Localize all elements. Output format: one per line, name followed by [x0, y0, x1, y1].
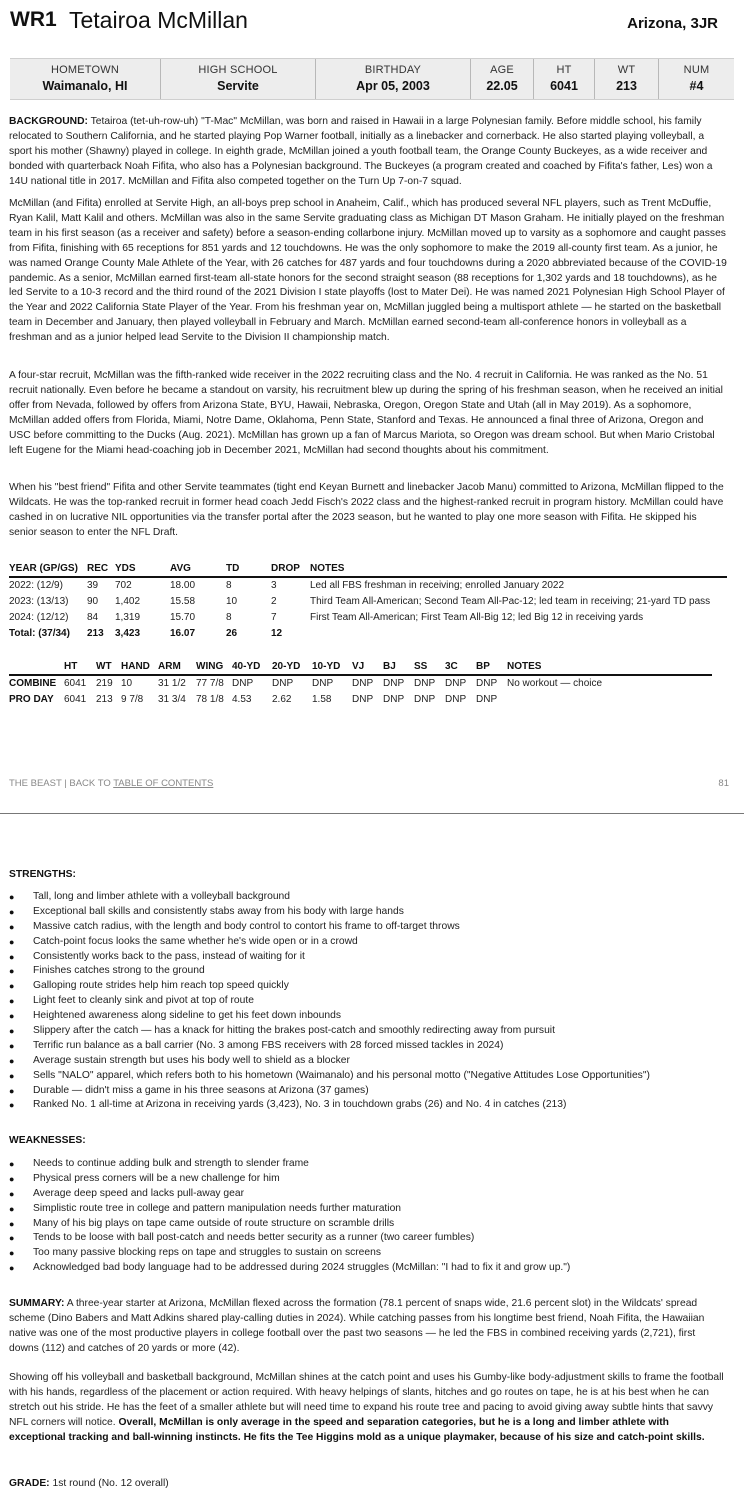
combine-table	[9, 661, 712, 707]
summary-conclusion: Overall, McMillan is only average in the speed and separation categories, but he is a long and limber athlete with exceptional tracking and ball-winning instincts. He fits the Tee Higgins mold as a unique playmaker, because of his size and catch-point skills.	[9, 1416, 705, 1443]
background-label: BACKGROUND:	[9, 116, 88, 127]
bullet-icon: ●	[9, 1233, 15, 1244]
list-item: ● Average sustain strength but uses his body well to shield as a blocker	[9, 1054, 729, 1069]
bio-number: NUM #4	[683, 64, 710, 93]
weaknesses-list	[9, 1157, 729, 1276]
bullet-icon: ●	[9, 1100, 15, 1111]
bio-hometown: HOMETOWN Waimanalo, HI	[10, 59, 161, 99]
grade-value: 1st round (No. 12 overall)	[52, 1478, 169, 1489]
weaknesses-heading: WEAKNESSES:	[9, 1135, 86, 1146]
bio-strip	[10, 58, 734, 100]
list-item: ● Heightened awareness along sideline to get his feet down inbounds	[9, 1009, 729, 1024]
bullet-icon: ●	[9, 921, 15, 932]
stats-col-td: TD	[226, 563, 271, 577]
stats-row: 2023: (13/13) 90 1,402 15.58 10 2 Third Team All-American; Second Team All-Pac-12; led team in receiving; 21-yard TD pass	[9, 595, 711, 607]
bullet-icon: ●	[9, 906, 15, 917]
bio-age: AGE 22.05	[471, 59, 534, 99]
bullet-icon: ●	[9, 1011, 15, 1022]
list-item: ● Massive catch radius, with the length and body control to contort his frame to off-target throws	[9, 920, 729, 935]
combine-header-row: HT WT HAND ARM WING 40-YD 20-YD 10-YD VJ BJ SS 3C BP NOTES	[9, 661, 712, 675]
list-item: ● Light feet to cleanly sink and pivot at top of route	[9, 994, 729, 1009]
summary-label: SUMMARY:	[9, 1298, 65, 1309]
stats-col-notes: NOTES	[310, 563, 727, 577]
list-item: ● Ranked No. 1 all-time at Arizona in receiving yards (3,423), No. 3 in touchdown grabs (26) and No. 4 in catches (213)	[9, 1098, 729, 1113]
list-item: ● Galloping route strides help him reach top speed quickly	[9, 979, 729, 994]
bullet-icon: ●	[9, 996, 15, 1007]
list-item: ● Too many passive blocking reps on tape and struggles to sustain on screens	[9, 1246, 729, 1261]
position-rank: WR1	[10, 8, 57, 31]
list-item: ● Sells "NALO" apparel, which refers both to his hometown (Waimanalo) and his personal motto ("Negative Attitudes Lose Opportunities")	[9, 1069, 729, 1084]
grade-line	[9, 1477, 727, 1492]
bullet-icon: ●	[9, 1248, 15, 1259]
list-item: ● Durable — didn't miss a game in his three seasons at Arizona (37 games)	[9, 1084, 729, 1099]
school-class: Arizona, 3JR	[627, 15, 718, 32]
summary-paragraph-2: Showing off his volleyball and basketball background, McMillan shines at the catch point and uses his Gumby-like body-adjustment skills to frame the football with his hands, regardless of the placement or action required. With heavy helpings of slants, hitches and go routes on tape, he is at his best when he can stretch out his stride. He has the feet of a smaller athlete but will need time to expand his route tree and pacing to avoid giving away subtle hints that savvy NFL corners will notice. Overall, McMillan is only average in the speed and separation categories, but he is a long and limber athlete with exceptional tracking and ball-winning instincts. He fits the Tee Higgins mold as a unique playmaker, because of his size and catch-point skills.	[9, 1372, 724, 1443]
list-item: ● Average deep speed and lacks pull-away gear	[9, 1187, 729, 1202]
bullet-icon: ●	[9, 951, 15, 962]
strengths-heading: STRENGTHS:	[9, 869, 76, 880]
bullet-icon: ●	[9, 936, 15, 947]
bullet-icon: ●	[9, 1085, 15, 1096]
bio-birthday: BIRTHDAY Apr 05, 2003	[316, 59, 471, 99]
list-item: ● Exceptional ball skills and consistently stabs away from his body with large hands	[9, 905, 729, 920]
bio-height: HT 6041	[534, 59, 595, 99]
stats-col-yds: YDS	[115, 563, 170, 577]
summary-paragraph-1: SUMMARY: A three-year starter at Arizona, McMillan flexed across the formation (78.1 percent of snaps wide, 21.6 percent slot) in the Wildcats' spread scheme (Dino Babers and Matt Adkins shared play-calling duties in 2024). While catching passes from his longtime best friend, Noah Fifita, the Hawaiian native was one of the most productive players in college football over the past two seasons — he led the FBS in combined receiving yards (2,721), first downs (112) and catches of 20 yards or more (42).	[9, 1298, 705, 1354]
stats-total-row: Total: (37/34) 213 3,423 16.07 26 12	[9, 627, 283, 639]
player-name: Tetairoa McMillan	[69, 7, 248, 33]
bullet-icon: ●	[9, 892, 15, 902]
bullet-icon: ●	[9, 1040, 15, 1051]
bullet-icon: ●	[9, 1070, 15, 1081]
footer-publication: THE BEAST | BACK TO	[9, 778, 114, 789]
bullet-icon: ●	[9, 1188, 15, 1199]
bio-weight: WT 213	[595, 59, 659, 99]
college-stats-table	[9, 563, 727, 641]
bullet-icon: ●	[9, 1026, 15, 1037]
background-paragraph-4: When his "best friend" Fifita and other Servite teammates (tight end Keyan Burnett and linebacker Jacob Manu) committed to Arizona, McMillan flipped to the Wildcats. He was the top-ranked recruit in former head coach Jedd Fisch's 2022 class and the highest-ranked recruit in program history. McMillan could have cashed in on lucrative NIL opportunities via the transfer portal after the 2023 season, but he wanted to play one more season with Fifita. He skipped his senior season to enter the NFL Draft.	[9, 482, 724, 538]
list-item: ● Slippery after the catch — has a knack for hitting the brakes post-catch and smoothly redirecting away from pursuit	[9, 1024, 729, 1039]
stats-col-drop: DROP	[271, 563, 310, 577]
page-number: 81	[718, 778, 729, 789]
list-item: ● Physical press corners will be a new challenge for him	[9, 1172, 729, 1187]
bullet-icon: ●	[9, 1203, 15, 1214]
background-paragraph-1: BACKGROUND: Tetairoa (tet-uh-row-uh) "T-Mac" McMillan, was born and raised in Hawaii in a large Polynesian family. Before middle school, his family relocated to Southern California, and he started playing Pop Warner football, initially as a linebacker and cornerback. He also started playing volleyball, a sport his mother (Shawny) played in college. In eighth grade, McMillan joined a youth football team, the Orange County Buckeyes, as a wide receiver and bonded with quarterback Noah Fifita, who also has a Polynesian background. The Buckeyes (a program created and coached by Fifita's father, Les) won a 14U national title in 2017. McMillan and Fifita also competed together on the Turn Up 7-on-7 squad.	[9, 116, 713, 187]
list-item: ● Many of his big plays on tape came outside of route structure on scramble drills	[9, 1217, 729, 1232]
list-item: ● Finishes catches strong to the ground	[9, 964, 729, 979]
table-of-contents-link[interactable]: TABLE OF CONTENTS	[113, 778, 214, 789]
bullet-icon: ●	[9, 1173, 15, 1184]
list-item: ● Acknowledged bad body language had to be addressed during 2024 struggles (McMillan: "I had to fix it and grow up.")	[9, 1261, 729, 1276]
list-item: ● Tends to be loose with ball post-catch and needs better security as a runner (two career fumbles)	[9, 1231, 729, 1246]
stats-row: 2022: (12/9) 39 702 18.00 8 3 Led all FBS freshman in receiving; enrolled January 2022	[9, 580, 565, 591]
prospect-header	[10, 8, 734, 38]
list-item: ● Consistently works back to the pass, instead of waiting for it	[9, 950, 729, 965]
bullet-icon: ●	[9, 966, 15, 977]
stats-row: 2024: (12/12) 84 1,319 15.70 8 7 First Team All-American; First Team All-Big 12; led Big 12 in receiving yards	[9, 611, 644, 623]
background-paragraph-3: A four-star recruit, McMillan was the fifth-ranked wide receiver in the 2022 recruiting class and the No. 4 recruit in California. He was ranked as the No. 51 recruit nationally. Even before he became a standout on varsity, his recruitment blew up during the spring of his freshman season, when he received an initial offer from Nevada, followed by offers from Arizona State, BYU, Hawaii, Nebraska, Oregon, Oregon State and Utah (all in May 2019). As a sophomore, McMillan added offers from Florida, Miami, Notre Dame, Oklahoma, Penn State, Stanford and Texas. He announced a final three of Arizona, Oregon and USC before committing to the Ducks (Aug. 2021). McMillan has grown up a fan of Marcus Mariota, so Oregon was dream school. But when Mario Cristobal left Eugene for the Miami head-coaching job in December 2021, McMillan had second thoughts about his commitment.	[9, 370, 723, 456]
stats-col-year: YEAR (GP/GS)	[9, 563, 87, 577]
pro-day-row: PRO DAY 6041 213 9 7/8 31 3/4 78 1/8 4.53 2.62 1.58 DNP DNP DNP DNP DNP	[9, 693, 498, 705]
strengths-list	[9, 890, 729, 1113]
page-footer	[9, 778, 729, 789]
bullet-icon: ●	[9, 1159, 15, 1169]
stats-col-rec: REC	[87, 563, 115, 577]
bullet-icon: ●	[9, 1218, 15, 1229]
stats-header-row	[9, 563, 727, 577]
grade-label: GRADE:	[9, 1478, 50, 1489]
bullet-icon: ●	[9, 1055, 15, 1066]
bio-high-school: HIGH SCHOOL Servite	[161, 59, 316, 99]
list-item: ● Catch-point focus looks the same whether he's wide open or in a crowd	[9, 935, 729, 950]
bullet-icon: ●	[9, 981, 15, 992]
list-item: ● Simplistic route tree in college and pattern manipulation needs further maturation	[9, 1202, 729, 1217]
bullet-icon: ●	[9, 1263, 15, 1274]
background-paragraph-2: McMillan (and Fifita) enrolled at Servite High, an all-boys prep school in Anaheim, Calif., which has produced several NFL players, such as Trent McDuffie, Ryan Kalil, Matt Kalil and others. McMillan was also in the same Servite graduating class as Michigan DT Mason Graham. He initially played on the freshman team in his first season (as a receiver and safety) before a season-ending collarbone injury. McMillan moved up to varsity as a sophomore and caught passes from Fifita, finishing with 65 receptions for 851 yards and 12 touchdowns. He was the only sophomore to make the 2019 all-county first team. As a junior, he was named Orange County Male Athlete of the Year, with 26 catches for 487 yards and four touchdowns during a 2020 abbreviated because of the COVID-19 pandemic. As a senior, McMillan earned first-team all-state honors for the second straight season (88 receptions for 1,302 yards and 18 touchdowns), as he led Servite to a 10-3 record and the third round of the 2021 Division I state playoffs (lost to Mater Dei). He was named 2021 Polynesian High School Player of the Year and 2022 California State Player of the Year. From his freshman year on, McMillan juggled being a multisport athlete — he started on the basketball team in December and January, then played volleyball in February and March. McMillan earned second-team all-conference honors in volleyball as a freshman and as a junior helped lead Servite to the Division II championship match.	[9, 198, 727, 344]
stats-col-avg: AVG	[170, 563, 226, 577]
combine-row: COMBINE 6041 219 10 31 1/2 77 7/8 DNP DNP DNP DNP DNP DNP DNP DNP No workout — choice	[9, 678, 603, 689]
list-item: ● Tall, long and limber athlete with a volleyball background	[9, 890, 729, 905]
list-item: ● Needs to continue adding bulk and strength to slender frame	[9, 1157, 729, 1172]
list-item: ● Terrific run balance as a ball carrier (No. 3 among FBS receivers with 28 forced missed tackles in 2024)	[9, 1039, 729, 1054]
page-divider	[0, 813, 744, 814]
